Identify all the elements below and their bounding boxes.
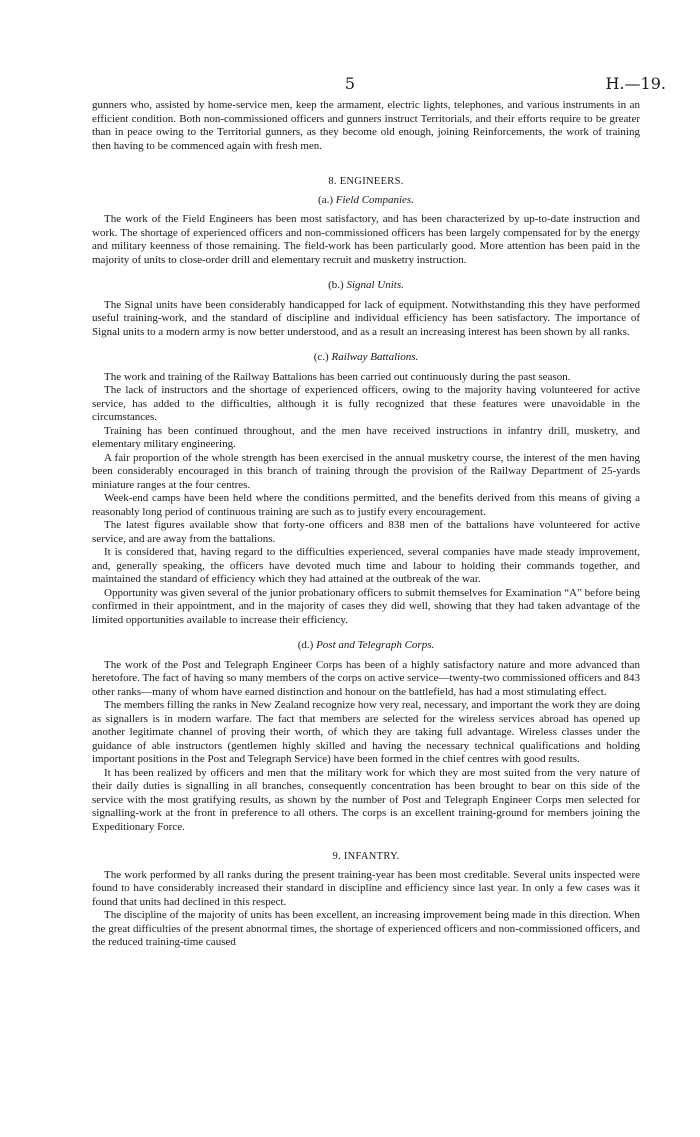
subheading-railway-battalions [92,351,640,365]
subheading-label: (c.) [313,351,329,363]
paragraph: The latest figures available show that forty-one officers and 838 men of the battalions have volunteered for active service, and are away from the battalions. [92,519,640,545]
subheading-title: Railway Battalions. [331,351,419,363]
subheading-title: Post and Telegraph Corps. [316,639,435,651]
paragraph: It is considered that, having regard to the difficulties experienced, several companies have made steady improvement, and, generally speaking, the officers have devoted much time and labour to holding their commands together, and maintained the standard of efficiency which they had attained at the outbreak of the war. [92,546,640,585]
paragraph: The work of the Post and Telegraph Engineer Corps has been of a highly satisfactory nature and more advanced than heretofore. The fact of having so many members of the corps on active service—twenty-two commissioned officers and 843 other ranks—many of whom have earned distinction and honour on the battlefield, has had a most stimulating effect. [92,658,640,698]
paragraph: Opportunity was given several of the junior probationary officers to submit themselves for Examination “A” before being confirmed in their appointment, and in the majority of cases they did well, showing that they had taken advantage of the limited opportunities available to increase their efficiency. [92,586,640,626]
paragraph: The members filling the ranks in New Zealand recognize how very real, necessary, and important the work they are doing as signallers is in modern warfare. The fact that members are selected for the wireless services abroad has opened up another legitimate channel of proving their worth, of which they are taking full advantage. Wireless classes under the guidance of able instructors (gentlemen highly skilled and having the necessary technical qualifications and holding important positions in the Post and Telegraph Service) have been formed in the chief centres with good results. [92,699,640,765]
paragraph: The discipline of the majority of units has been excellent, an increasing improvement being made in this direction. When the great difficulties of the present abnormal times, the shortage of experienced officers and non-commissioned officers, and the reduced training-time caused [92,909,640,948]
page-number: 5 [344,74,356,93]
subheading-label: (a.) [318,193,333,206]
paragraph: Training has been continued throughout, and the men have received instructions in infantry drill, musketry, and elementary military engineering. [92,424,640,450]
paragraph: The work of the Field Engineers has been most satisfactory, and has been characterized by up-to-date instruction and work. The shortage of experienced officers and non-commissioned officers has been largely compensated for by the energy and military keenness of those remaining. The field-work has been particularly good. More attention has been paid in the majority of units to close-order drill and elementary recruit and musketry instruction. [92,213,640,266]
subheading-field-companies [92,194,640,208]
paragraph: The Signal units have been considerably handicapped for lack of equipment. Notwithstanding this they have performed useful training-work, and the standard of discipline and individual efficiency has been satisfactory. The importance of Signal units to a modern army is now better understood, and as a result an increasing interest has been shown by all ranks. [92,298,640,338]
document-reference: H.—19. [605,74,666,93]
intro-paragraph: gunners who, assisted by home-service men, keep the armament, electric lights, telephones, and various instruments in an efficient condition. Both non-commissioned officers and gunners instruct Territorials, and their efforts require to be greater than in peace owing to the Territorial gunners, as they become old enough, joining Reinforcements, the work of training then having to be commenced again with fresh men. [92,99,640,152]
subheading-label: (d.) [297,639,314,651]
document-body [92,99,640,950]
section-heading-engineers: 8. ENGINEERS. [328,176,404,187]
paragraph: A fair proportion of the whole strength has been exercised in the annual musketry course, the interest of the men having been considerably encouraged in this branch of training through the provision of the Railway Department of 25-yards miniature ranges at the four centres. [92,451,640,491]
subheading-signal-units [92,279,640,293]
subheading-post-telegraph [92,639,640,653]
paragraph: It has been realized by officers and men that the military work for which they are most suited from the very nature of their daily duties is signalling in all branches, consequently concentration has been brought to bear on this side of the service with the most gratifying results, as shown by the number of Post and Telegraph Engineer Corps men selected for signalling-work at the front in preference to all others. The corps is an excellent training-ground for members joining the Expeditionary Force. [92,766,640,833]
paragraph: Week-end camps have been held where the conditions permitted, and the benefits derived from this means of giving a reasonably long period of continuous training are such as to justify every encouragement. [92,492,640,518]
paragraph: The work performed by all ranks during the present training-year has been most creditable. Several units inspected were found to have considerably increased their standard in discipline and efficiency since last year. In only a few cases was it found that units had declined in this respect. [92,868,640,908]
paragraph: The work and training of the Railway Battalions has been carried out continuously during the past season. [104,370,571,383]
section-heading-infantry: 9. INFANTRY. [332,851,400,862]
subheading-title: Signal Units. [346,279,404,291]
subheading-label: (b.) [328,279,344,291]
subheading-title: Field Companies. [335,193,414,206]
paragraph: The lack of instructors and the shortage of experienced officers, owing to the majority having volunteered for active service, has added to the difficulties, although it is fully recognized that these features were unavoidable in the circumstances. [92,384,640,423]
